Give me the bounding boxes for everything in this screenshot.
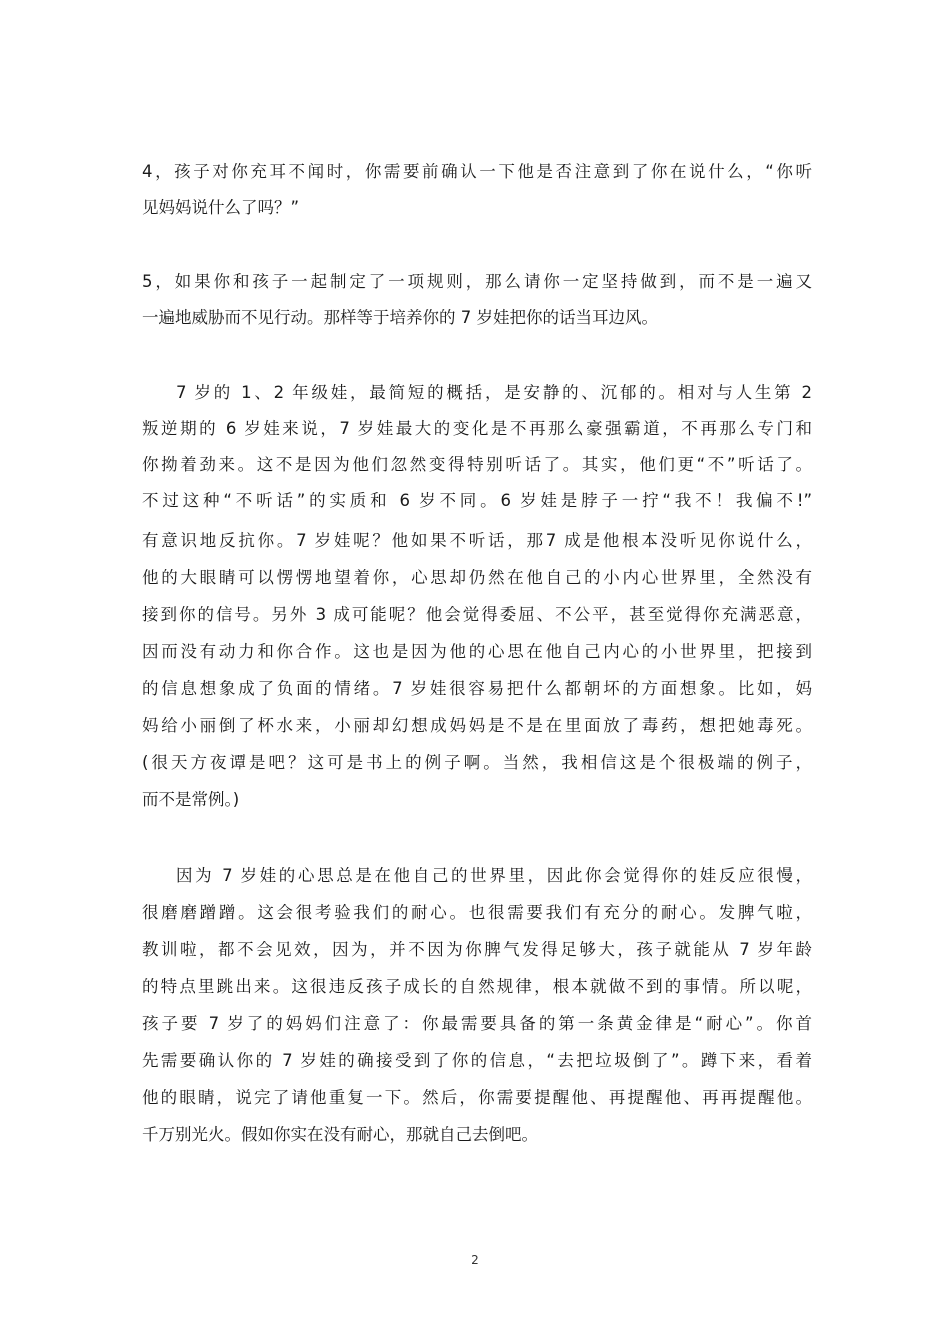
paragraph-4-line-8: 千万别光火。假如你实在没有耐心，那就自己去倒吧。 bbox=[142, 1125, 538, 1144]
paragraph-4-line-1: 因为 7 岁娃的心思总是在他自己的世界里，因此你会觉得你的娃反应很慢， bbox=[176, 866, 812, 885]
paragraph-1-line-1: 4，孩子对你充耳不闻时，你需要前确认一下他是否注意到了你在说什么，“你听 bbox=[142, 162, 812, 181]
paragraph-3-line-8: 因而没有动力和你合作。这也是因为他的心思在他自己内心的小世界里，把接到 bbox=[142, 642, 812, 661]
paragraph-4-line-5: 孩子要 7 岁了的妈妈们注意了：你最需要具备的第一条黄金律是“耐心”。你首 bbox=[142, 1014, 812, 1033]
page-number: 2 bbox=[471, 1253, 479, 1267]
paragraph-4-line-2: 很磨磨蹭蹭。这会很考验我们的耐心。也很需要我们有充分的耐心。发脾气啦， bbox=[142, 903, 812, 922]
paragraph-3-line-9: 的信息想象成了负面的情绪。7 岁娃很容易把什么都朝坏的方面想象。比如，妈 bbox=[142, 679, 812, 698]
paragraph-1-line-2: 见妈妈说什么了吗？” bbox=[142, 198, 300, 217]
paragraph-4-line-7: 他的眼睛，说完了请他重复一下。然后，你需要提醒他、再提醒他、再再提醒他。 bbox=[142, 1088, 812, 1107]
paragraph-3-line-10: 妈给小丽倒了杯水来，小丽却幻想成妈妈是不是在里面放了毒药，想把她毒死。 bbox=[142, 716, 812, 735]
paragraph-4-line-4: 的特点里跳出来。这很违反孩子成长的自然规律，根本就做不到的事情。所以呢， bbox=[142, 977, 812, 996]
paragraph-3-line-12: 而不是常例。) bbox=[142, 790, 240, 809]
paragraph-3-line-2: 叛逆期的 6 岁娃来说，7 岁娃最大的变化是不再那么豪强霸道，不再那么专门和 bbox=[142, 419, 812, 438]
paragraph-3-line-6: 他的大眼睛可以愣愣地望着你，心思却仍然在他自己的小内心世界里，全然没有 bbox=[142, 568, 812, 587]
paragraph-4-line-6: 先需要确认你的 7 岁娃的确接受到了你的信息，“去把垃圾倒了”。蹲下来，看着 bbox=[142, 1051, 812, 1070]
paragraph-2-line-2: 一遍地威胁而不见行动。那样等于培养你的 7 岁娃把你的话当耳边风。 bbox=[142, 308, 658, 327]
paragraph-3-line-7: 接到你的信号。另外 3 成可能呢？他会觉得委屈、不公平，甚至觉得你充满恶意， bbox=[142, 605, 812, 624]
paragraph-3-line-1: 7 岁的 1、2 年级娃，最简短的概括，是安静的、沉郁的。相对与人生第 2 bbox=[176, 383, 812, 402]
paragraph-3-line-4: 不过这种“不听话”的实质和 6 岁不同。6 岁娃是脖子一拧“我不！我偏不!” bbox=[142, 491, 812, 510]
paragraph-3-line-11: (很天方夜谭是吧？这可是书上的例子啊。当然，我相信这是个很极端的例子， bbox=[142, 753, 812, 772]
paragraph-3-line-3: 你拗着劲来。这不是因为他们忽然变得特别听话了。其实，他们更“不”听话了。 bbox=[142, 455, 812, 474]
paragraph-2-line-1: 5，如果你和孩子一起制定了一项规则，那么请你一定坚持做到，而不是一遍又 bbox=[142, 272, 812, 291]
paragraph-4-line-3: 教训啦，都不会见效，因为，并不因为你脾气发得足够大，孩子就能从 7 岁年龄 bbox=[142, 940, 812, 959]
paragraph-3-line-5: 有意识地反抗你。7 岁娃呢？他如果不听话，那7 成是他根本没听见你说什么， bbox=[142, 531, 812, 550]
